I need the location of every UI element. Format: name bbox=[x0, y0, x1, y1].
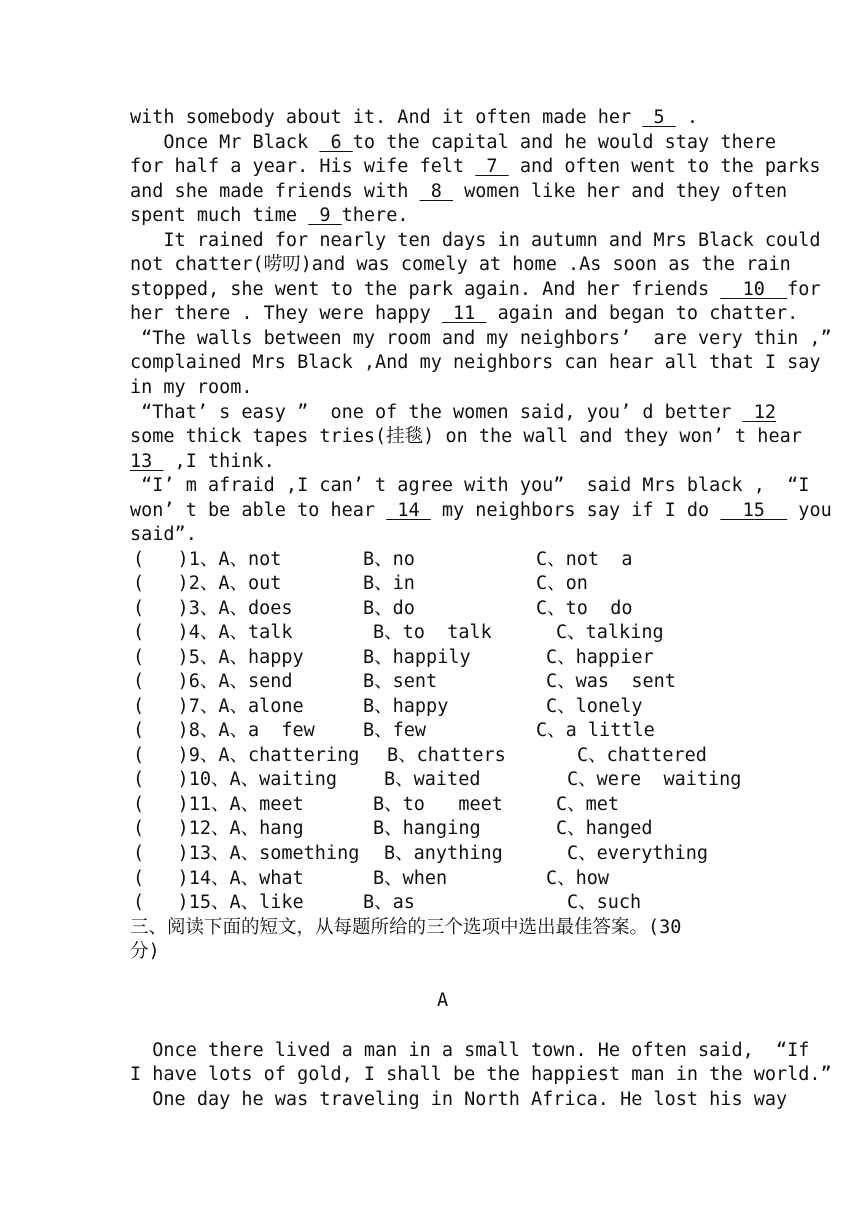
option-b: B、to talk bbox=[373, 622, 492, 643]
passage-line: 13 ,I think. bbox=[130, 451, 275, 472]
passage-line: her there . They were happy 11 again and began to chatter. bbox=[130, 303, 799, 324]
blank-5: 5 bbox=[642, 107, 676, 128]
option-a: ( )7、A、alone bbox=[133, 696, 304, 717]
option-b: B、sent bbox=[363, 671, 438, 692]
option-c: C、met bbox=[556, 794, 620, 815]
option-b: B、few bbox=[363, 720, 427, 741]
option-b: B、when bbox=[373, 868, 448, 889]
option-a: ( )5、A、happy bbox=[133, 647, 304, 668]
option-a: ( )8、A、a few bbox=[133, 720, 315, 741]
blank-6: 6 bbox=[319, 132, 353, 153]
passage-line: “That’ s easy ” one of the women said, you’ d better 12 bbox=[130, 402, 777, 423]
passage-line: with somebody about it. And it often made her 5 . bbox=[130, 107, 699, 128]
option-a: ( )15、A、like bbox=[133, 892, 304, 913]
passage-line: “I’ m afraid ,I can’ t agree with you” said Mrs black , “I bbox=[130, 475, 810, 496]
option-c: C、was sent bbox=[546, 671, 676, 692]
option-b: B、hanging bbox=[373, 818, 481, 839]
option-b: B、do bbox=[363, 598, 415, 619]
option-a: ( )6、A、send bbox=[133, 671, 293, 692]
reading-line: I have lots of gold, I shall be the happiest man in the world.” bbox=[130, 1064, 832, 1085]
blank-12: 12 bbox=[742, 402, 777, 423]
passage-line: and she made friends with 8 women like her and they often bbox=[130, 181, 788, 202]
option-c: C、were waiting bbox=[567, 769, 742, 790]
option-a: ( )13、A、something bbox=[133, 843, 360, 864]
passage-title: A bbox=[437, 990, 449, 1011]
option-a: ( )11、A、meet bbox=[133, 794, 304, 815]
option-b: B、anything bbox=[384, 843, 503, 864]
option-c: C、chattered bbox=[577, 745, 707, 766]
option-b: B、as bbox=[363, 892, 415, 913]
option-b: B、chatters bbox=[387, 745, 506, 766]
blank-7: 7 bbox=[475, 156, 509, 177]
option-b: B、happily bbox=[363, 647, 471, 668]
passage-line: in my room. bbox=[130, 377, 253, 398]
blank-14: 14 bbox=[386, 500, 431, 521]
option-b: B、no bbox=[363, 549, 415, 570]
passage-line: “The walls between my room and my neighbors’ are very thin ,” bbox=[130, 328, 832, 349]
option-c: C、talking bbox=[556, 622, 664, 643]
option-a: ( )14、A、what bbox=[133, 868, 304, 889]
passage-line: spent much time 9 there. bbox=[130, 205, 409, 226]
blank-13: 13 bbox=[130, 451, 164, 472]
option-b: B、to meet bbox=[373, 794, 503, 815]
passage-line: some thick tapes tries(挂毯) on the wall and they won’ t hear bbox=[130, 426, 802, 447]
passage-line: won’ t be able to hear 14 my neighbors say if I do 15 you bbox=[130, 500, 832, 521]
option-a: ( )9、A、chattering bbox=[133, 745, 360, 766]
option-b: B、in bbox=[363, 573, 415, 594]
option-a: ( )2、A、out bbox=[133, 573, 282, 594]
option-c: C、lonely bbox=[546, 696, 643, 717]
reading-line: One day he was traveling in North Africa. He lost his way bbox=[130, 1089, 788, 1110]
blank-8: 8 bbox=[419, 181, 454, 202]
option-c: C、to do bbox=[536, 598, 633, 619]
option-c: C、hanged bbox=[556, 818, 653, 839]
blank-11: 11 bbox=[441, 303, 487, 324]
passage-line: complained Mrs Black ,And my neighbors can hear all that I say bbox=[130, 352, 821, 373]
blank-15: 15 bbox=[720, 500, 788, 521]
option-a: ( )3、A、does bbox=[133, 598, 293, 619]
option-a: ( )4、A、talk bbox=[133, 622, 293, 643]
option-a: ( )1、A、not bbox=[133, 549, 282, 570]
blank-10: 10 bbox=[720, 279, 788, 300]
section-heading: 三、阅读下面的短文，从每题所给的三个选项中选出最佳答案。(30 bbox=[130, 917, 682, 938]
passage-line: Once Mr Black 6 to the capital and he would stay there bbox=[130, 132, 777, 153]
option-c: C、everything bbox=[567, 843, 709, 864]
option-c: C、not a bbox=[536, 549, 633, 570]
reading-line: Once there lived a man in a small town. He often said, “If bbox=[130, 1040, 810, 1061]
passage-line: It rained for nearly ten days in autumn and Mrs Black could bbox=[130, 230, 821, 251]
option-a: ( )10、A、waiting bbox=[133, 769, 338, 790]
option-c: C、a little bbox=[536, 720, 655, 741]
blank-9: 9 bbox=[308, 205, 342, 226]
option-c: C、on bbox=[536, 573, 588, 594]
passage-line: stopped, she went to the park again. And her friends 10 for bbox=[130, 279, 821, 300]
option-b: B、waited bbox=[384, 769, 481, 790]
option-c: C、such bbox=[567, 892, 642, 913]
option-c: C、happier bbox=[546, 647, 654, 668]
passage-line: said”. bbox=[130, 524, 197, 545]
option-b: B、happy bbox=[363, 696, 449, 717]
section-heading-cont: 分) bbox=[130, 941, 160, 962]
passage-line: for half a year. His wife felt 7 and often went to the parks bbox=[130, 156, 821, 177]
option-a: ( )12、A、hang bbox=[133, 818, 304, 839]
option-c: C、how bbox=[546, 868, 610, 889]
passage-line: not chatter(唠叨)and was comely at home .As soon as the rain bbox=[130, 254, 791, 275]
